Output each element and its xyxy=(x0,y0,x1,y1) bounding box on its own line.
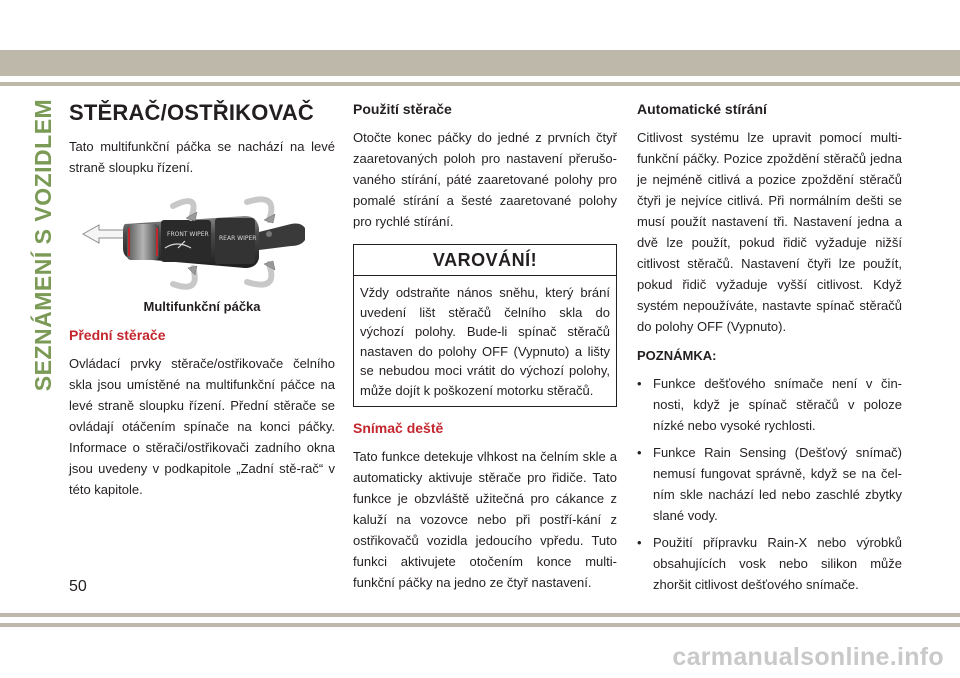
chapter-side-title: SEZNÁMENÍ S VOZIDLEM xyxy=(30,98,56,392)
multifunction-lever-figure xyxy=(69,188,335,292)
rear-wiper-label: REAR WIPER xyxy=(219,235,257,242)
header-rule xyxy=(0,82,960,86)
intro-paragraph: Tato multifunkční páčka se nachází na levé straně sloupku řízení. xyxy=(69,139,335,175)
watermark: carmanualsonline.info xyxy=(672,643,944,671)
section-title-auto-wipe: Automatické stírání xyxy=(637,101,767,117)
footer-rule-2 xyxy=(0,623,960,627)
section-title-wiper-use: Použití stěrače xyxy=(353,101,452,117)
warning-box xyxy=(353,244,617,407)
section-title-rain-sensor: Snímač deště xyxy=(353,420,444,436)
front-wipers-paragraph: Ovládací prvky stěrače/ostřikovače čelního skla jsou umístěné na multifunkční páčce na levé straně sloupku řízení. Přední stěrače se ovládají otáčením spínače na konci páčky. Informace o stěrači/ostřikovači zadního okna jsou uvedeny v podkapitole „Zadní stě-rač“ v této kapitole. xyxy=(69,356,335,497)
section-title-front-wipers: Přední stěrače xyxy=(69,327,166,343)
front-wiper-label: FRONT WIPER xyxy=(167,231,209,238)
figure-caption: Multifunkční páčka xyxy=(143,299,261,314)
column-3 xyxy=(637,100,902,601)
note-list xyxy=(637,373,902,595)
note-item: • Použití přípravku Rain-X nebo výrobků obsahujících vosk nebo silikon může zhoršit citlivost dešťového snímače. xyxy=(637,532,902,595)
lever-illustration xyxy=(69,188,335,292)
column-2 xyxy=(353,100,617,603)
warning-text: Vždy odstraňte nános sněhu, který brání uvedení lišt stěračů čelního skla do výchozí polohy. Bude-li spínač stěračů nastaven do polohy OFF (Vypnuto) a lišty se nebudou moci vrátit do výchozí polohy, může dojít k poškození motorku stěračů. xyxy=(360,285,610,398)
footer-rule-1 xyxy=(0,613,960,617)
note-item: • Funkce Rain Sensing (Dešťový snímač) nemusí fungovat správně, když se na čel-ním skle nachází led nebo zaschlé zbytky slané vody. xyxy=(637,442,902,526)
note-item: • Funkce dešťového snímače není v čin-nosti, když je spínač stěračů v poloze nízké nebo vysoké rychlosti. xyxy=(637,373,902,436)
column-1 xyxy=(69,100,335,510)
note-title: POZNÁMKA: xyxy=(637,348,717,363)
warning-title: VAROVÁNÍ! xyxy=(354,245,616,276)
auto-wipe-paragraph: Citlivost systému lze upravit pomocí multi-funkční páčky. Pozice zpoždění stěračů jedna je nejméně citlivá a pozice zpoždění stěračů čtyři je nejvíce citlivá. Při normálním dešti se musí použít nastavení tři. Nastavení jedna a dvě lze použít, pokud řidič vyžaduje nižší citlivost stěračů. Nastavení čtyři lze použít, pokud řidič vyžaduje vyšší citlivost. Když systém nepoužíváte, nastavte spínač stěračů do polohy OFF (Vypnuto). xyxy=(637,130,902,334)
header-band xyxy=(0,50,960,76)
push-arrow-icon xyxy=(83,225,125,243)
rain-sensor-paragraph: Tato funkce detekuje vlhkost na čelním skle a automaticky aktivuje stěrače pro řidiče. Tato funkce je obzvláště užitečná pro cákance z kaluží na vozovce nebo při postří-kání z ostřikovačů vozidla jedoucího vpředu. Tuto funkci aktivujete otočením konce multi-funkční páčky na jedno ze čtyř nastavení. xyxy=(353,449,617,590)
page-title: STĚRAČ/OSTŘIKOVAČ xyxy=(69,100,315,125)
wiper-use-paragraph: Otočte konec páčky do jedné z prvních čtyř zaaretovaných poloh pro nastavení přerušo-vaného stírání, páté zaaretované polohy pro pomalé stírání a šesté zaaretované polohy pro rychlé stírání. xyxy=(353,130,617,229)
page-number: 50 xyxy=(69,578,87,595)
